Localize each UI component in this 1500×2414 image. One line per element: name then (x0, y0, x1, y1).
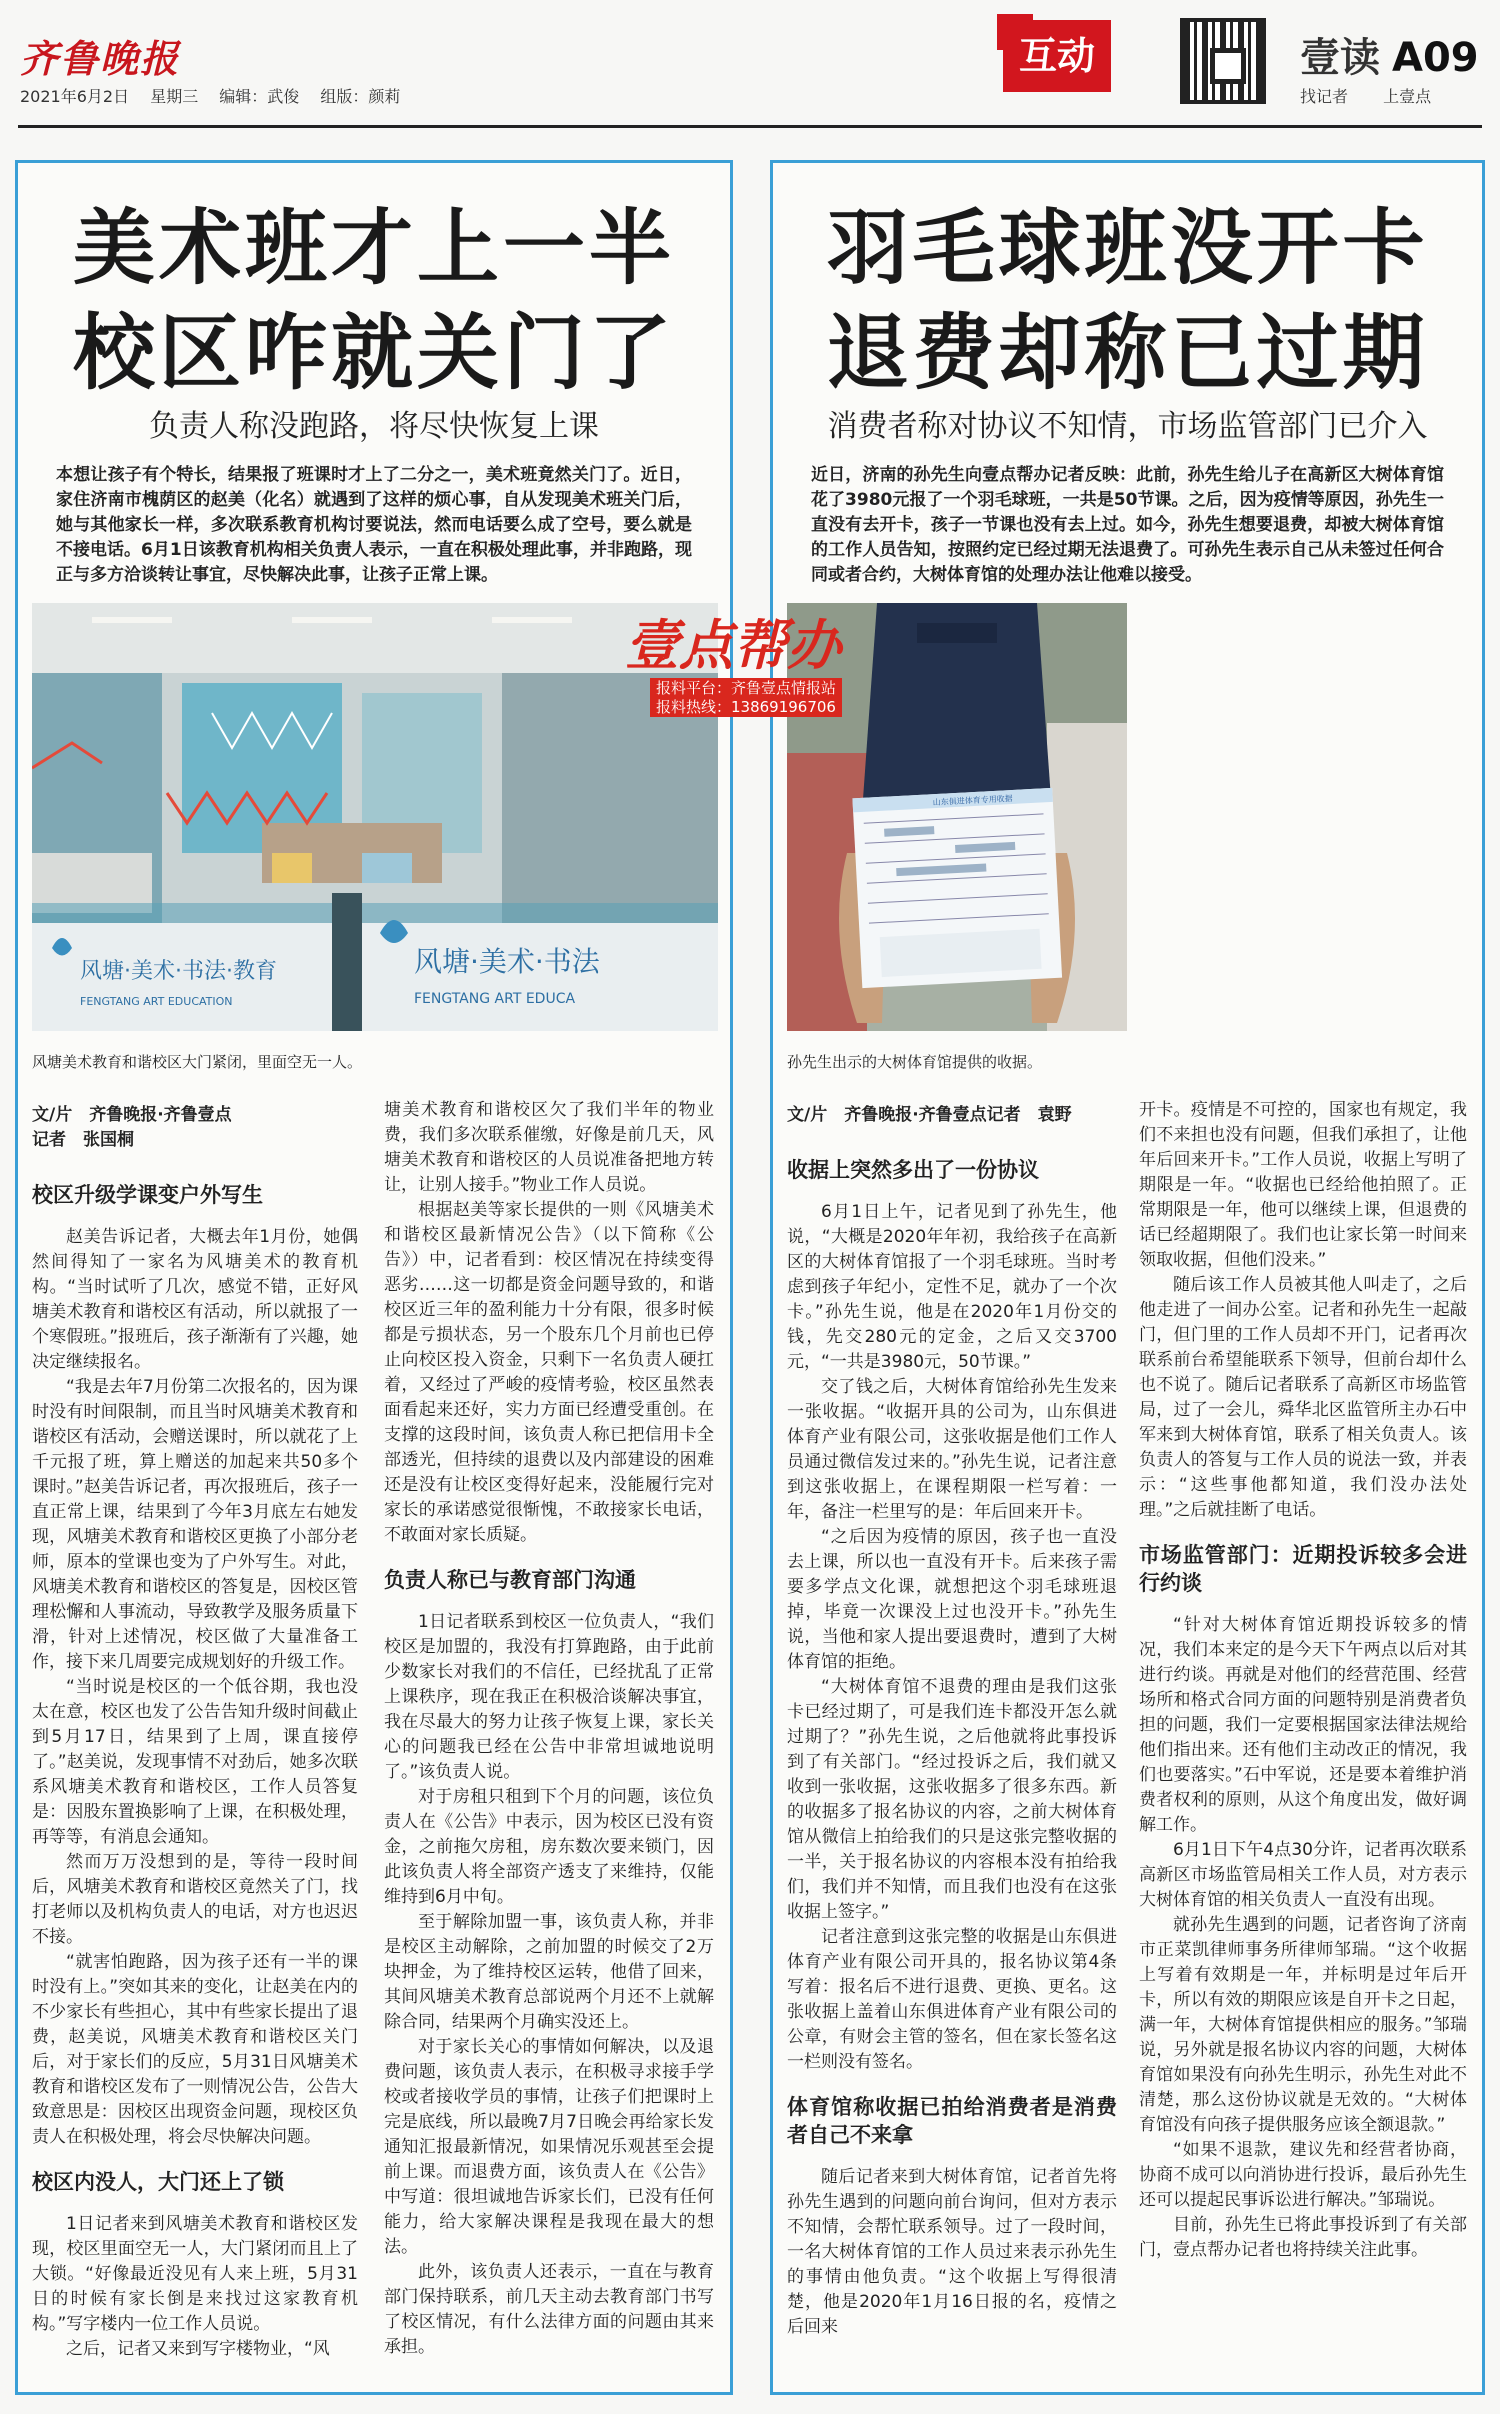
paragraph: “如果不退款，建议先和经营者协商，协商不成可以向消协进行投诉，最后孙先生还可以提起民事诉讼进行解决。”邹瑞说。 (1139, 2140, 1467, 2210)
section-title (1300, 26, 1479, 83)
paragraph: 此外，该负责人还表示，一直在与教育部门保持联系，前几天主动去教育部门书写了校区情况，有什么法律方面的问题由其来承担。 (384, 2262, 714, 2357)
paragraph: 目前，孙先生已将此事投诉到了有关部门，壹点帮办记者也将持续关注此事。 (1139, 2215, 1467, 2260)
paragraph: 赵美告诉记者，大概去年1月份，她偶然间得知了一家名为风塘美术的教育机构。“当时试听了几次，感觉不错，正好风塘美术教育和谐校区有活动，所以就报了一个寒假班。”报班后，孩子渐渐有了兴趣，她决定继续报名。 (32, 1227, 358, 1372)
newspaper-logo: 齐鲁晚报 (20, 36, 181, 81)
lead-paragraph: 近日，济南的孙先生向壹点帮办记者反映：此前，孙先生给儿子在高新区大树体育馆花了3980元报了一个羽毛球班，一共是50节课。之后，因为疫情等原因，孙先生一直没有去开卡，孩子一节课也没有去上过。如今，孙先生想要退费，却被大树体育馆的工作人员告知，按照约定已经过期无法退费了。可孙先生表示自己从未签过任何合同或者合约，大树体育馆的处理办法让他难以接受。 (811, 465, 1444, 585)
paragraph: 根据赵美等家长提供的一则《风塘美术和谐校区最新情况公告》（以下简称《公告》）中，记者看到：校区情况在持续变得恶劣……这一切都是资金问题导致的，和谐校区近三年的盈利能力十分有限，很多时候都是亏损状态，另一个股东几个月前也已停止向校区投入资金，只剩下一名负责人硬扛着，又经过了严峻的疫情考验，校区虽然表面看起来还好，实力方面已经遭受重创。在支撑的这段时间，该负责人称已把信用卡全部透光，但持续的退费以及内部建设的困难还是没有让校区变得好起来，没能履行完对家长的承诺感觉很惭愧，不敢接家长电话，不敢面对家长质疑。 (384, 1200, 714, 1545)
paragraph: 记者注意到这张完整的收据是山东俱进体育产业有限公司开具的，报名协议第4条写着：报名后不进行退费、更换、更名。这张收据上盖着山东俱进体育产业有限公司的公章，有财会主管的签名，但在家长签名这一栏则没有签名。 (787, 1927, 1117, 2072)
brand-badge (625, 603, 873, 716)
subhead: 收据上突然多出了一份协议 (787, 1158, 1039, 1182)
byline-line-2: 记者 张国桐 (32, 1130, 134, 1150)
text-column-2 (1139, 1098, 1467, 2263)
paragraph: “当时说是校区的一个低谷期，我也没太在意，校区也发了公告告知升级时间截止到5月17日，结果到了上周，课直接停了。”赵美说，发现事情不对劲后，她多次联系风塘美术教育和谐校区，工作人员答复是：因股东置换影响了上课，在积极处理，再等等，有消息会通知。 (32, 1677, 358, 1847)
receipt-title: 山东俱进体育专用收据 (932, 793, 1013, 808)
paragraph: 交了钱之后，大树体育馆给孙先生发来一张收据。“收据开具的公司为，山东俱进体育产业有限公司，这张收据是他们工作人员通过微信发过来的。”孙先生说，记者注意到这张收据上，在课程期限一栏写着：一年，备注一栏里写的是：年后回来开卡。 (787, 1377, 1117, 1522)
sign-text-1: 风塘·美术·书法·教育 (80, 959, 277, 984)
brand-title: 壹点帮办 (625, 613, 841, 677)
subhead: 校区升级学课变户外写生 (32, 1183, 263, 1207)
subhead: 校区内没人，大门还上了锁 (32, 2170, 284, 2194)
sign-text-2-en: FENGTANG ART EDUCA (414, 991, 576, 1007)
photo-caption: 孙先生出示的大树体育馆提供的收据。 (787, 1053, 1043, 1071)
paragraph: 之后，记者又来到写字楼物业，“风 (66, 2339, 330, 2359)
dateline (20, 84, 416, 107)
text-column-2 (384, 1098, 714, 2360)
paragraph: 6月1日下午4点30分许，记者再次联系高新区市场监管局相关工作人员，对方表示大树体育馆的相关负责人一直没有出现。 (1139, 1840, 1467, 1910)
headline-line-2: 校区咋就关门了 (72, 305, 675, 401)
paragraph: 对于房租只租到下个月的问题，该位负责人在《公告》中表示，因为校区已没有资金，之前拖欠房租，房东数次要来锁门，因此该负责人将全部资产透支了来维持，仅能维持到6月中旬。 (384, 1787, 714, 1907)
paragraph: 6月1日上午，记者见到了孙先生，他说，“大概是2020年年初，我给孩子在高新区的大树体育馆报了一个羽毛球班。当时考虑到孩子年纪小，定性不足，就办了一个次卡。”孙先生说，他是在2020年1月份交的钱，先交280元的定金，之后又交3700元，“一共是3980元，50节课。” (787, 1202, 1117, 1372)
text-column-1 (32, 1163, 358, 2362)
paragraph: 就孙先生遇到的问题，记者咨询了济南市正菜凯律师事务所律师邹瑞。“这个收据上写着有效期是一年，并标明是过年后开卡，所以有效的期限应该是自开卡之日起，满一年，大树体育馆提供相应的服务。”邹瑞说，另外就是报名协议内容的问题，大树体育馆如果没有向孙先生明示，孙先生对此不清楚，那么这份协议就是无效的。“大树体育馆没有向孩子提供服务应该全额退款。” (1139, 1915, 1467, 2135)
paragraph: 随后该工作人员被其他人叫走了，之后他走进了一间办公室。记者和孙先生一起敲门，但门里的工作人员却不开门，记者再次联系前台希望能联系下领导，但前台却什么也不说了。随后记者联系了高新区市场监管局，过了一会儿，舜华北区监管所主办石中军来到大树体育馆，联系了相关负责人。该负责人的答复与工作人员的说法一致，并表示：“这些事他都知道，我们没办法处理。”之后就挂断了电话。 (1139, 1275, 1467, 1520)
paragraph: “大树体育馆不退费的理由是我们这张卡已经过期了，可是我们连卡都没开怎么就过期了？”孙先生说，之后他就将此事投诉到了有关部门。“经过投诉之后，我们就又收到一张收据，这张收据多了很多东西。新的收据多了报名协议的内容，之前大树体育馆从微信上拍给我们的只是这张完整收据的一半，关于报名协议的内容根本没有拍给我们，我们并不知情，而且我们也没有在这张收据上签字。” (787, 1677, 1117, 1922)
paragraph: “之后因为疫情的原因，孩子也一直没去上课，所以也一直没有开卡。后来孩子需要多学点文化课，就想把这个羽毛球班退掉，毕竟一次课没上过也没开卡。”孙先生说，当他和家人提出要退费时，遭到了大树体育馆的拒绝。 (787, 1527, 1117, 1672)
sign-text-2: 风塘·美术·书法 (414, 945, 600, 978)
paragraph: 然而万万没想到的是，等待一段时间后，风塘美术教育和谐校区竟然关了门，找打老师以及机构负责人的电话，对方也迟迟不接。 (32, 1852, 358, 1947)
photo-art-school (32, 603, 718, 1031)
masthead (0, 0, 1500, 135)
paragraph: 1日记者联系到校区一位负责人，“我们校区是加盟的，我没有打算跑路，由于此前少数家长对我们的不信任，已经扰乱了正常上课秩序，现在我正在积极洽谈解决事宜，我在尽最大的努力让孩子恢复上课，家长关心的问题我已经在公告中非常坦诚地说明了。”该负责人说。 (384, 1612, 714, 1782)
article-photo (32, 603, 718, 1031)
brand-hotline: 报料热线：13869196706 (650, 697, 842, 717)
paragraph: 随后记者来到大树体育馆，记者首先将孙先生遇到的问题向前台询问，但对方表示不知情，会帮忙联系领导。过了一段时间，一名大树体育馆的工作人员过来表示孙先生的事情由他负责。“这个收据上写得很清楚，他是2020年1月16日报的名，疫情之后回来 (787, 2167, 1117, 2337)
byline-line-1: 文/片 齐鲁晚报·齐鲁壹点 (32, 1105, 232, 1125)
headline-line-2: 退费却称已过期 (826, 305, 1429, 401)
paragraph: “我是去年7月份第二次报名的，因为课时没有时间限制，而且当时风塘美术教育和谐校区有活动，会赠送课时，所以就花了上千元报了班，算上赠送的加起来共50多个课时。”赵美告诉记者，再次报班后，孩子一直正常上课，结果到了今年3月底左右她发现，风塘美术教育和谐校区更换了小部分老师，原本的堂课也变为了户外写生。对此，风塘美术教育和谐校区的答复是，因校区管理松懈和人事流动，导致教学及服务质量下滑，针对上述情况，校区做了大量准备工作，接下来几周要完成规划好的升级工作。 (32, 1377, 358, 1672)
editor-credit: 编辑：武俊 (219, 87, 300, 106)
paragraph: “就害怕跑路，因为孩子还有一半的课时没有上。”突如其来的变化，让赵美在内的不少家长有些担心，其中有些家长提出了退费，赵美说，风塘美术教育和谐校区关门后，对于家长们的反应，5月31日风塘美术教育和谐校区发布了一则情况公告，公告大致意思是：因校区出现资金问题，现校区负责人在积极处理，将会尽快解决问题。 (32, 1952, 358, 2147)
section-name: 壹读 (1300, 35, 1380, 81)
deck: 消费者称对协议不知情，市场监管部门已介入 (827, 409, 1428, 444)
text-column-1 (787, 1138, 1117, 2340)
subhead: 市场监管部门：近期投诉较多会进行约谈 (1139, 1543, 1467, 1595)
headline-line-1: 羽毛球班没开卡 (826, 200, 1429, 296)
paragraph: 1日记者来到风塘美术教育和谐校区发现，校区里面空无一人，大门紧闭而且上了大锁。“好像最近没见有人来上班，5月31日的时候有家长倒是来找过这家教育机构。”写字楼内一位工作人员说。 (32, 2214, 358, 2334)
subhead: 负责人称已与教育部门沟通 (384, 1568, 636, 1592)
article-right (770, 160, 1485, 2395)
photo-caption: 风塘美术教育和谐校区大门紧闭，里面空无一人。 (32, 1053, 363, 1071)
page-number: A09 (1392, 35, 1479, 81)
byline: 文/片 齐鲁晚报·齐鲁壹点记者 袁野 (787, 1105, 1072, 1125)
article-left (15, 160, 733, 2395)
section-slogan: 找记者 上壹点 (1300, 87, 1432, 106)
paragraph: 至于解除加盟一事，该负责人称，并非是校区主动解除，之前加盟的时候交了2万块押金，为了维持校区运转，他借了回来，其间风塘美术教育总部说两个月还不上就解除合同，结果两个月确实没还上。 (384, 1912, 714, 2032)
paragraph: “针对大树体育馆近期投诉较多的情况，我们本来定的是今天下午两点以后对其进行约谈。再就是对他们的经营范围、经营场所和格式合同方面的问题特别是消费者负担的问题，我们一定要根据国家法律法规给他们指出来。还有他们主动改正的情况，我们也要落实。”石中军说，还是要本着维护消费者权利的原则，从这个角度出发，做好调解工作。 (1139, 1615, 1467, 1835)
issue-date: 2021年6月2日 (20, 87, 130, 106)
byline (32, 1103, 232, 1153)
header-rule (18, 125, 1482, 128)
layout-credit: 组版：颜莉 (320, 87, 401, 106)
issue-weekday: 星期三 (150, 87, 199, 106)
section-badge: 互动 (1003, 20, 1111, 92)
brand-platform: 报料平台：齐鲁壹点情报站 (650, 678, 842, 698)
lead-paragraph: 本想让孩子有个特长，结果报了班课时才上了二分之一，美术班竟然关门了。近日，家住济南市槐荫区的赵美（化名）就遇到了这样的烦心事，自从发现美术班关门后，她与其他家长一样，多次联系教育机构讨要说法，然而电话要么成了空号，要么就是不接电话。6月1日该教育机构相关负责人表示，一直在积极处理此事，并非跑路，现正与多方洽谈转让事宜，尽快解决此事，让孩子正常上课。 (56, 465, 692, 585)
headline-line-1: 美术班才上一半 (72, 200, 675, 296)
paragraph: 对于家长关心的事情如何解决，以及退费问题，该负责人表示，在积极寻求接手学校或者接收学员的事情，让孩子们把课时上完是底线，所以最晚7月7日晚会再给家长发通知汇报最新情况，如果情况乐观甚至会提前上课。而退费方面，该负责人在《公告》中写道：很坦诚地告诉家长们，已没有任何能力，给大家解决课程是我现在最大的想法。 (384, 2037, 714, 2257)
deck: 负责人称没跑路，将尽快恢复上课 (149, 409, 599, 444)
subhead: 体育馆称收据已拍给消费者是消费者自己不来拿 (787, 2095, 1117, 2147)
paragraph: 塘美术教育和谐校区欠了我们半年的物业费，我们多次联系催缴，好像是前几天，风塘美术教育和谐校区的人员说准备把地方转让，让别人接手。”物业工作人员说。 (384, 1100, 714, 1195)
paragraph: 开卡。疫情是不可控的，国家也有规定，我们不来担也没有问题，但我们承担了，让他年后回来开卡。”工作人员说，收据上写明了期限是一年。“收据也已经给他拍照了。正常期限是一年，他可以继续上课，但退费的话已经超期限了。我们也让家长第一时间来领取收据，但他们没来。” (1139, 1100, 1467, 1270)
qr-code-icon (1180, 18, 1266, 104)
sign-text-1-en: FENGTANG ART EDUCATION (80, 995, 233, 1008)
